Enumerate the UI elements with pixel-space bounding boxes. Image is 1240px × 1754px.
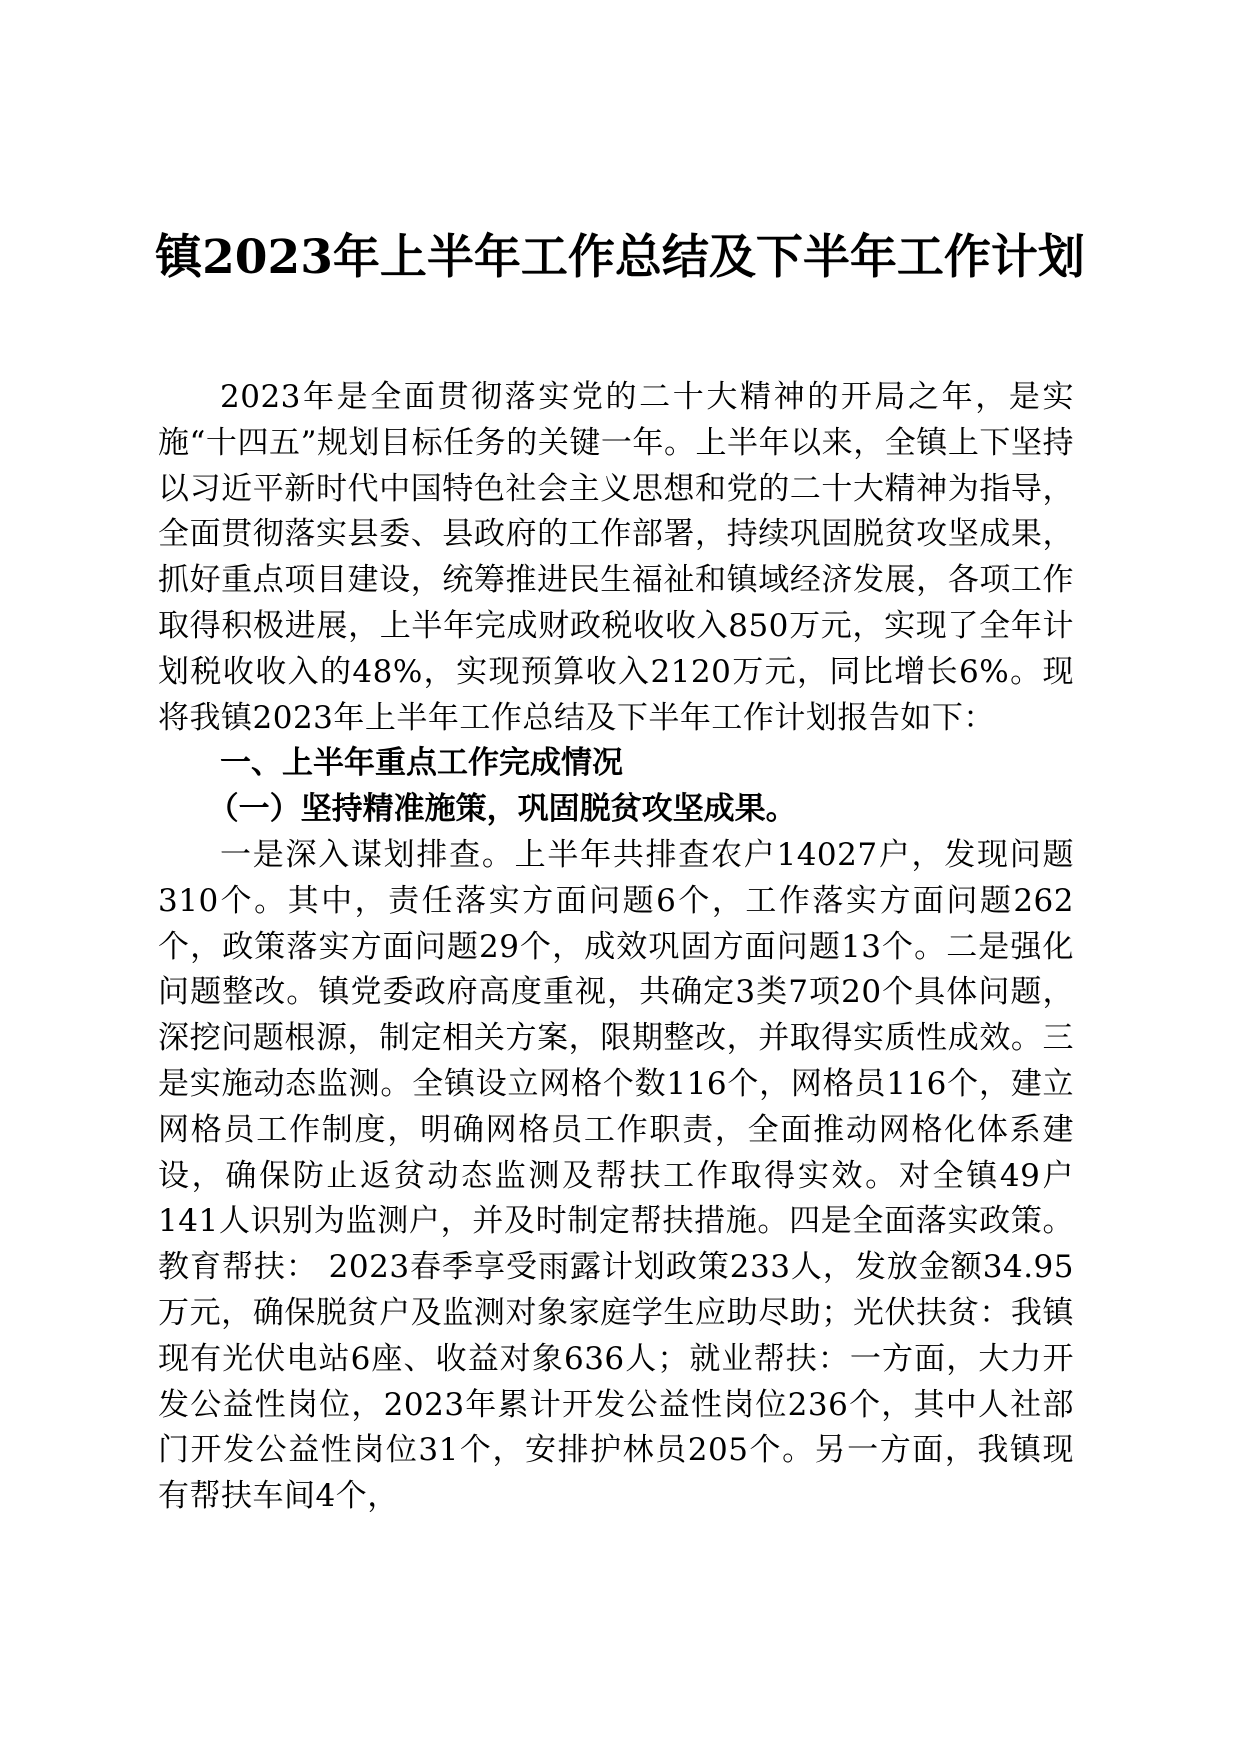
section-heading-1: 一、上半年重点工作完成情况 [220, 745, 623, 782]
document-body [158, 375, 1074, 1520]
subsection-heading-1: （一）坚持精准施策，巩固脱贫攻坚成果。 [207, 791, 797, 828]
document-title: 镇2023年上半年工作总结及下半年工作计划 [155, 230, 1085, 285]
body-paragraph-1: 一是深入谋划排查。上半年共排查农户14027户，发现问题310个。其中，责任落实方面问题6个，工作落实方面问题262个，政策落实方面问题29个，成效巩固方面问题13个。二是强化问题整改。镇党委政府高度重视，共确定3类7项20个具体问题，深挖问题根源，制定相关方案，限期整改，并取得实质性成效。三是实施动态监测。全镇设立网格个数116个，网格员116个，建立网格员工作制度，明确网格员工作职责，全面推动网格化体系建设，确保防止返贫动态监测及帮扶工作取得实效。对全镇49户141人识别为监测户，并及时制定帮扶措施。四是全面落实政策。教育帮扶： 2023春季享受雨露计划政策233人，发放金额34.95万元，确保脱贫户及监测对象家庭学生应助尽助；光伏扶贫：我镇现有光伏电站6座、收益对象636人；就业帮扶：一方面，大力开发公益性岗位，2023年累计开发公益性岗位236个，其中人社部门开发公益性岗位31个，安排护林员205个。另一方面，我镇现有帮扶车间4个， [158, 836, 1074, 1515]
intro-paragraph: 2023年是全面贯彻落实党的二十大精神的开局之年，是实施“十四五”规划目标任务的关键一年。上半年以来，全镇上下坚持以习近平新时代中国特色社会主义思想和党的二十大精神为指导，全面贯彻落实县委、县政府的工作部署，持续巩固脱贫攻坚成果，抓好重点项目建设，统筹推进民生福祉和镇域经济发展，各项工作取得积极进展，上半年完成财政税收收入850万元，实现了全年计划税收收入的48%，实现预算收入2120万元，同比增长6%。现将我镇2023年上半年工作总结及下半年工作计划报告如下： [158, 379, 1074, 736]
